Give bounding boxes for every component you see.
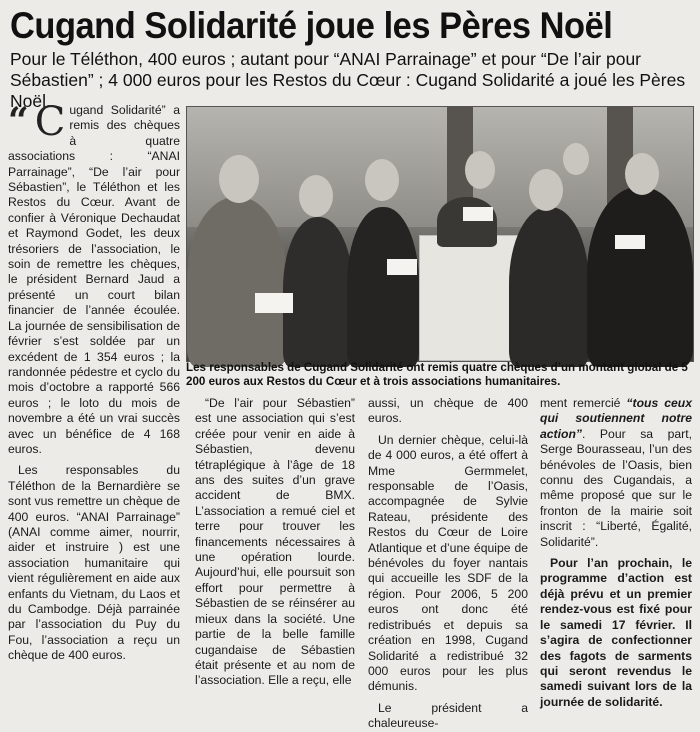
cheque	[387, 259, 417, 275]
paragraph: aussi, un chèque de 400 euros.	[368, 396, 528, 426]
article-column-3	[368, 396, 528, 731]
paragraph-text: . Pour sa part, Serge Bourasseau, l’un des bénévoles de l’Oasis, bien connu des Cugandais, a même proposé que sur le fronton de la mairie soit inscrit : “Liberté, Égalité, Solidarité”.	[540, 426, 692, 549]
paragraph	[540, 396, 692, 550]
photo-caption: Les responsables de Cugand Solidarité ont remis quatre chèques d’un montant global de 5 200 euros aux Restos du Cœur et à trois associations humanitaires.	[186, 361, 688, 388]
paragraph	[8, 99, 180, 457]
paragraph-text: ugand Solidarité” a remis des chèques à quatre associations : “ANAI Parrainage”, “De l’air pour Sébastien”, le Téléthon et les Restos du Cœur. Avant de confier à Véronique Dechaudat et Raymond Godet, les deux trésoriers de l’association, le soin de remettre les chèques, le président Bernard Jaud a présenté un court bilan financier de l’année écoulée. La journée de sensibilisation de février s’est soldée par un excédent de 1 354 euros ; la randonnée pédestre et cyclo du mois d’octobre a rapporté 566 euros ; le loto du mois de novembre a été un vrai succès avec un bénéfice de 4 168 euros.	[8, 103, 180, 456]
person	[587, 187, 693, 367]
person	[347, 207, 419, 367]
person-head	[465, 151, 495, 189]
person	[509, 207, 589, 367]
cheque	[255, 293, 293, 313]
paragraph: Les responsables du Téléthon de la Bernardière se sont vus remettre un chèque de 400 euros. “ANAI Parrainage” (ANAI comme aimer, nourrir, aider et instruire ) est une association humanitaire qui vient régulièrement en aide aux enfants du Vietnam, du Laos et du Cambodge. Déjà parrainée par l’association du Puy du Fou, l’association a reçu un chèque de 400 euros.	[8, 463, 180, 663]
quoted-thanks: “tous ceux qui soutiennent notre action”	[540, 396, 692, 441]
person-head	[563, 143, 589, 175]
dropcap: C	[34, 99, 66, 145]
paragraph: Un dernier chèque, celui-là de 4 000 euros, a été offert à Mme Germmelet, responsable de l’Oasis, accompagnée de Sylvie Rateau, présidente des Restos du Cœur de Loire Atlantique et d’une équipe de bénévoles du foyer nantais qui accueille les SDF de la région. Pour 2006, 5 200 euros ont donc été redistribués et depuis sa création en 1998, Cugand Solidarité a redistribué 32 000 euros pour les plus démunis.	[368, 432, 528, 694]
paragraph: “De l’air pour Sébastien” est une association qui s’est créée pour venir en aide à Sébastien, devenu tétraplégique à l’âge de 18 ans des suites d’un grave accident de BMX. L’association a remué ciel et terre pour trouver les financements nécessaires à une opération lourde. Aujourd’hui, elle poursuit son effort pour permettre à Sébastien de se réinsérer au mieux dans la société. Une partie de la belle famille cugandaise de Sébastien était présente et au nom de l’association. Elle a reçu, elle	[195, 396, 355, 688]
article-column-1	[8, 99, 180, 663]
photo-poster	[419, 235, 521, 361]
person-head	[529, 169, 563, 211]
person	[187, 197, 287, 367]
lead-paragraph: Pour le Téléthon, 400 euros ; autant pour “ANAI Parrainage” et pour “De l’air pour Sébastien” ; 4 000 euros pour les Restos du Cœur : Cugand Solidarité a joué les Pères Noël.	[10, 49, 686, 111]
person-head	[365, 159, 399, 201]
group-photo	[186, 106, 694, 362]
person-head	[219, 155, 259, 203]
program-paragraph: Pour l’an prochain, le programme d’action est déjà prévu et un premier rendez-vous est fixé pour le samedi 17 février. Il s’agira de confectionner des fagots de sarments qui seront revendus le samedi suivant lors de la journée de solidarité.	[540, 556, 692, 709]
cheque	[615, 235, 645, 249]
person-head	[625, 153, 659, 195]
person	[437, 197, 497, 247]
headline: Cugand Solidarité joue les Pères Noël	[10, 5, 613, 46]
article-column-4	[540, 396, 692, 709]
paragraph: Le président a chaleureuse-	[368, 700, 528, 731]
paragraph-text: ment remercié	[540, 396, 627, 410]
person	[283, 217, 353, 367]
quote-mark: “	[8, 100, 29, 142]
cheque	[463, 207, 493, 221]
person-head	[299, 175, 333, 217]
article-column-2	[195, 396, 355, 688]
